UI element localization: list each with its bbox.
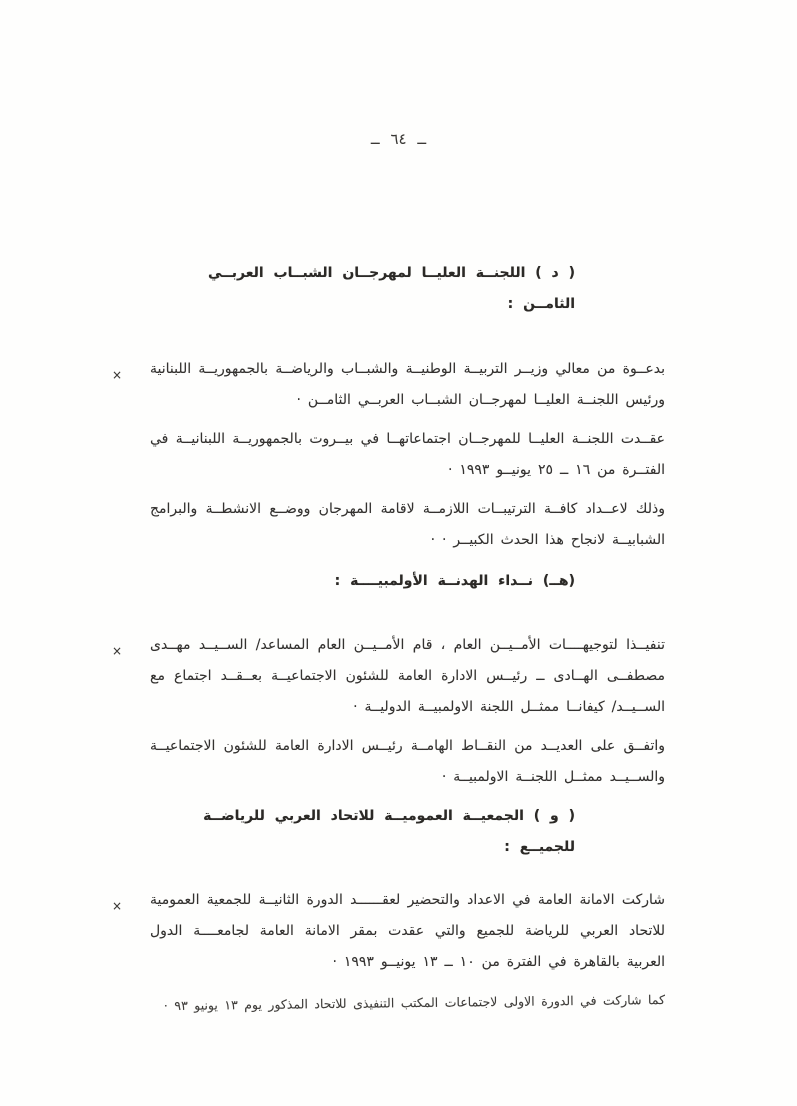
paragraph <box>150 731 665 793</box>
paragraph-text: شاركت الامانة العامة في الاعداد والتحضير لعقــــــد الدورة الثانيــة للجمعية العمومية للاتحاد العربي للرياضة للجميع والتي عقدت بمقر الامانة العامة لجامعــــة الدول العربية بالقاهرة في الفترة من ١٠ ــ ١٣ يونيــو ١٩٩٣ · <box>150 892 665 970</box>
section-h-heading: (هــ) نــداء الهدنــة الأولمبيــــة : <box>334 573 575 589</box>
paragraph-text: عقــدت اللجنــة العليــا للمهرجــان اجتماعاتهــا في بيــروت بالجمهوريــة اللبنانيــة في الفتــرة من ١٦ ــ ٢٥ يونيــو ١٩٩٣ · <box>150 431 665 478</box>
bullet-x-marker: × <box>112 644 123 658</box>
paragraph-footnote <box>120 986 665 1021</box>
paragraph <box>150 424 665 486</box>
section-w <box>112 801 666 1014</box>
page-number: ــ ٦٤ ــ <box>370 130 427 148</box>
bullet-x-marker: × <box>112 899 123 913</box>
paragraph <box>112 885 665 978</box>
section-d <box>112 258 665 556</box>
paragraph-text: بدعــوة من معالي وزيــر التربيــة الوطنيــة والشبــاب والرياضــة بالجمهوريــة اللبنانية ورئيس اللجنــة العليــا لمهرجــان الشبــاب العربــي الثامــن · <box>150 361 665 408</box>
paragraph-text: كما شاركت في الدورة الاولى لاجتماعات المكتب التنفيذى للاتحاد المذكور يوم ١٣ يونيو ٩٣ · <box>163 992 666 1014</box>
paragraph-text: واتفــق على العديــد من النقــاط الهامــة رئيــس الادارة العامة للشئون الاجتماعيــة والســيــد ممثــل اللجنــة الاولمبيــة · <box>150 738 665 785</box>
paragraph-text: تنفيــذا لتوجيهــــات الأمــيــن العام ، قام الأمــيــن العام المساعد/ الســيــد مهــدى مصطفــى الهــادى ــ رئيــس الادارة العامة للشئون الاجتماعيــة بعــقــد اجتماع مع الســيــد/ كيفانــا ممثــل اللجنة الاولمبيــة الدوليــة · <box>150 637 665 715</box>
paragraph <box>112 354 665 416</box>
paragraph <box>150 494 665 556</box>
section-d-heading: ( د ) اللجنــة العليــا لمهرجــان الشبــاب العربــي الثامــن : <box>208 265 575 312</box>
section-w-heading: ( و ) الجمعيــة العموميــة للاتحاد العربي للرياضــة للجميــع : <box>203 808 575 855</box>
document-content <box>112 258 666 1022</box>
paragraph-text: وذلك لاعــداد كافــة الترتيبــات اللازمــة لاقامة المهرجان ووضــع الانشطــة والبرامج الشبابيــة لانجاح هذا الحدث الكبيــر · · <box>150 501 665 548</box>
bullet-x-marker: × <box>112 368 123 382</box>
section-h <box>112 566 665 793</box>
paragraph <box>112 630 665 723</box>
